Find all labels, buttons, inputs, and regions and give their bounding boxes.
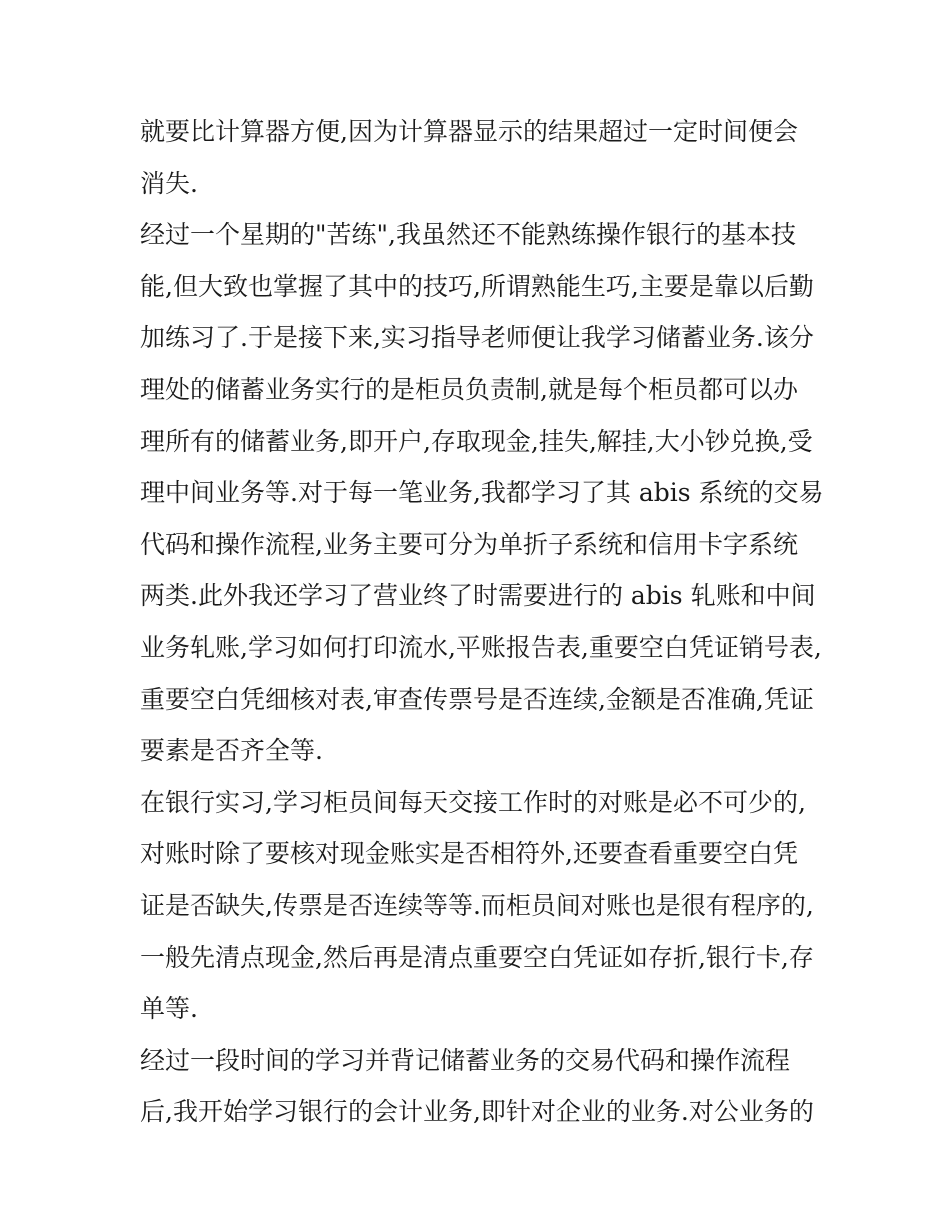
text-line: 消失. <box>140 168 198 198</box>
text-line: 一般先清点现金,然后再是清点重要空白凭证如存折,银行卡,存 <box>140 942 814 972</box>
text-line: 证是否缺失,传票是否连续等等.而柜员间对账也是很有程序的, <box>140 890 814 920</box>
text-line: 业务轧账,学习如何打印流水,平账报告表,重要空白凭证销号表, <box>140 632 822 662</box>
text-line: 在银行实习,学习柜员间每天交接工作时的对账是必不可少的, <box>140 787 806 817</box>
text-line: 要素是否齐全等. <box>140 736 323 766</box>
text-line: 能,但大致也掌握了其中的技巧,所谓熟能生巧,主要是靠以后勤 <box>140 271 814 301</box>
body-text <box>140 106 824 1138</box>
text-line: 经过一个星期的"苦练",我虽然还不能熟练操作银行的基本技 <box>140 220 796 250</box>
text-line: 对账时除了要核对现金账实是否相符外,还要查看重要空白凭 <box>140 839 798 869</box>
text-line: 代码和操作流程,业务主要可分为单折子系统和信用卡字系统 <box>140 529 798 559</box>
text-line: 理处的储蓄业务实行的是柜员负责制,就是每个柜员都可以办 <box>140 374 798 404</box>
text-line: 单等. <box>140 994 198 1024</box>
text-line: 后,我开始学习银行的会计业务,即针对企业的业务.对公业务的 <box>140 1097 814 1127</box>
text-line: 就要比计算器方便,因为计算器显示的结果超过一定时间便会 <box>140 117 798 146</box>
text-line: 理中间业务等.对于每一笔业务,我都学习了其 abis 系统的交易 <box>140 478 824 508</box>
text-line: 理所有的储蓄业务,即开户,存取现金,挂失,解挂,大小钞兑换,受 <box>140 426 813 456</box>
text-line: 重要空白凭细核对表,审查传票号是否连续,金额是否准确,凭证 <box>140 684 814 714</box>
text-line: 两类.此外我还学习了营业终了时需要进行的 abis 轧账和中间 <box>140 581 816 611</box>
text-line: 加练习了.于是接下来,实习指导老师便让我学习储蓄业务.该分 <box>140 323 814 353</box>
text-line: 经过一段时间的学习并背记储蓄业务的交易代码和操作流程 <box>140 1045 791 1075</box>
